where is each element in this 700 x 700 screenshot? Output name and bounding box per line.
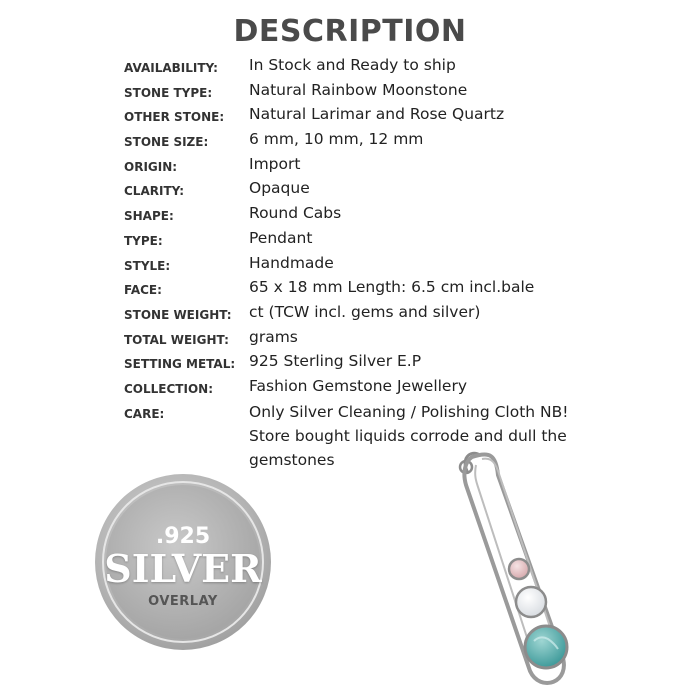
spec-label: TYPE: <box>124 233 163 248</box>
spec-label: OTHER STONE: <box>124 110 225 125</box>
spec-value: grams <box>249 327 298 346</box>
spec-label: TOTAL WEIGHT: <box>124 332 229 347</box>
badge-finish: OVERLAY <box>148 594 218 609</box>
spec-row-type <box>124 229 684 254</box>
spec-value: Round Cabs <box>249 204 342 223</box>
spec-label: FACE: <box>124 283 162 298</box>
spec-value: In Stock and Ready to ship <box>249 56 456 74</box>
spec-value: 925 Sterling Silver E.P <box>249 352 422 371</box>
spec-value: Natural Larimar and Rose Quartz <box>249 105 505 124</box>
spec-value: ct (TCW incl. gems and silver) <box>249 302 481 321</box>
spec-label: SETTING METAL: <box>124 357 236 372</box>
spec-value: 65 x 18 mm Length: 6.5 cm incl.bale <box>249 278 535 297</box>
badge-purity: .925 <box>155 524 211 549</box>
spec-label: SHAPE: <box>124 209 174 224</box>
spec-value: Only Silver Cleaning / Polishing Cloth NB! Store bought liquids corrode and dull the gemstones <box>249 402 569 469</box>
spec-row-stone-size <box>124 130 684 155</box>
spec-row-total-weight <box>124 328 684 353</box>
spec-row-availability <box>124 56 684 81</box>
spec-label: AVAILABILITY: <box>124 61 218 75</box>
spec-row-care <box>124 402 684 469</box>
pendant-image-icon <box>430 445 590 695</box>
spec-row-style <box>124 254 684 279</box>
spec-label: STONE TYPE: <box>124 85 213 100</box>
spec-value: Natural Rainbow Moonstone <box>249 80 468 99</box>
spec-value: Pendant <box>249 228 313 247</box>
spec-value: 6 mm, 10 mm, 12 mm <box>249 130 424 149</box>
pendant-image <box>430 445 590 695</box>
spec-label: STYLE: <box>124 258 171 273</box>
spec-list <box>124 56 684 469</box>
badge-metal: SILVER <box>104 546 262 591</box>
spec-row-face <box>124 278 684 303</box>
spec-value: Opaque <box>249 179 310 198</box>
spec-label: COLLECTION: <box>124 381 213 396</box>
spec-label: CARE: <box>124 406 165 421</box>
spec-label: CLARITY: <box>124 184 185 199</box>
spec-row-collection <box>124 377 684 402</box>
spec-row-stone-type <box>124 81 684 106</box>
page-title: DESCRIPTION <box>233 14 467 49</box>
spec-row-shape <box>124 204 684 229</box>
spec-value: Import <box>249 154 301 173</box>
silver-overlay-badge <box>93 472 273 652</box>
spec-value: Fashion Gemstone Jewellery <box>249 376 468 395</box>
spec-row-clarity <box>124 179 684 204</box>
spec-label: ORIGIN: <box>124 159 178 174</box>
spec-row-setting-metal <box>124 352 684 377</box>
spec-label: STONE WEIGHT: <box>124 307 232 322</box>
spec-label: STONE SIZE: <box>124 135 209 150</box>
spec-row-other-stone <box>124 105 684 130</box>
spec-row-origin <box>124 155 684 180</box>
spec-value: Handmade <box>249 253 334 272</box>
spec-row-stone-weight <box>124 303 684 328</box>
